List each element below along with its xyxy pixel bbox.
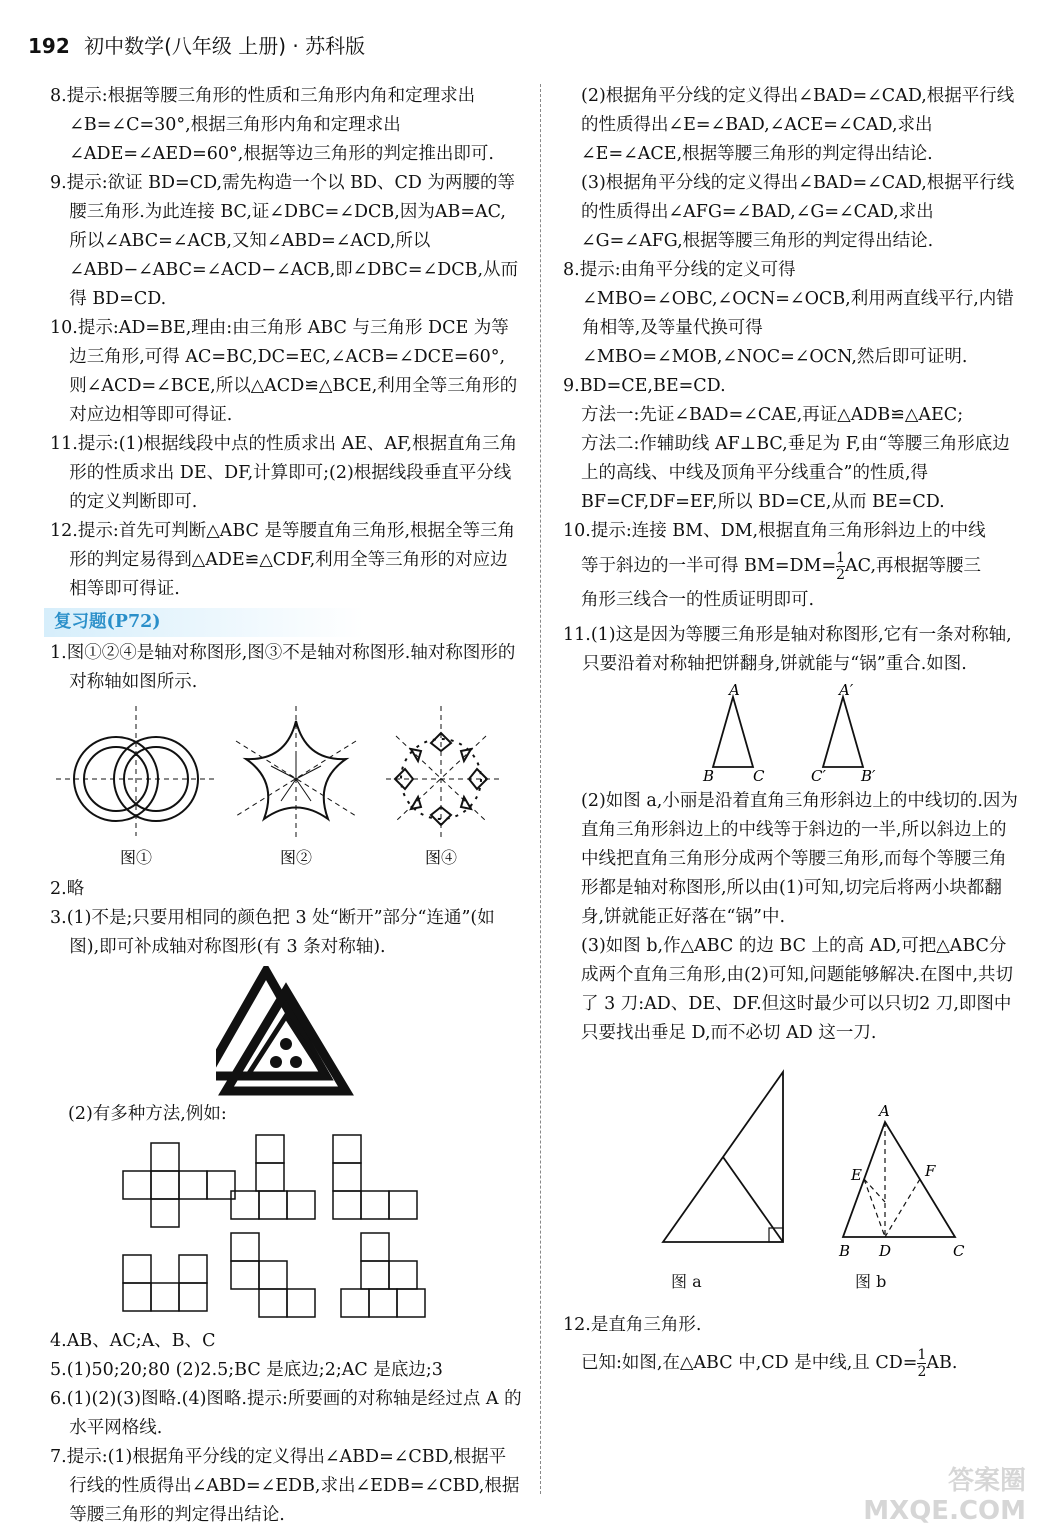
review-3: 3.(1)不是;只要用相同的颜色把 3 处“断开”部分“连通”(如图),即可补成轴对称图形(有 3 条对称轴).	[50, 908, 495, 957]
fig2-caption: 图②	[279, 848, 313, 867]
book-title: 初中数学(八年级 上册) · 苏科版	[84, 34, 366, 58]
label-A: A	[729, 683, 740, 699]
review-3-part2: (2)有多种方法,例如:	[68, 1104, 227, 1124]
answer-7-part3: (3)根据角平分线的定义得出∠BAD=∠CAD,根据平行线的性质得出∠AFG=∠BAD,∠G=∠CAD,求出∠G=∠AFG,根据等腰三角形的判定得出结论.	[581, 173, 1015, 251]
answer-12-text-b: AB.	[926, 1353, 958, 1373]
fraction-denominator: 2	[836, 567, 846, 583]
cube-nets	[121, 1133, 451, 1323]
review-section-title: 复习题(P72)	[44, 608, 364, 637]
column-divider	[540, 84, 541, 1494]
page-header	[28, 30, 365, 59]
fig-a-caption: 图 a	[671, 1272, 702, 1291]
figb-label-F: F	[925, 1162, 936, 1180]
rings-figure	[56, 706, 216, 836]
answer-10-line2	[563, 546, 1023, 586]
answer-11-right: 11.(1)这是因为等腰三角形是轴对称图形,它有一条对称轴,只要沿着对称轴把饼翻身,饼就能与“锅”重合.如图.	[563, 625, 1012, 674]
answer-10-text-b: AC,再根据等腰三	[845, 556, 982, 576]
triangle-logo	[216, 966, 356, 1096]
symmetry-figures	[56, 701, 516, 871]
answer-10: 10.提示:AD=BE,理由:由三角形 ABC 与三角形 DCE 为等边三角形,可得 AC=BC,DC=EC,∠ACB=∠DCE=60°,则∠ACD=∠BCE,所以△ACD≌△BCE,利用全等三角形的对应边相等即可得证.	[50, 318, 518, 425]
page-number: 192	[28, 34, 70, 58]
fraction-half	[836, 550, 845, 583]
fig1-caption: 图①	[119, 848, 153, 867]
answer-12-right: 12.是直角三角形.	[563, 1315, 702, 1335]
figb-label-B: B	[839, 1242, 851, 1260]
answer-10-right: 10.提示:连接 BM、DM,根据直角三角形斜边上的中线	[563, 521, 986, 541]
fraction-numerator-2: 1	[917, 1347, 927, 1363]
answer-10-text-a: 等于斜边的一半可得 BM=DM=	[581, 556, 837, 576]
right-column	[563, 82, 1023, 1386]
watermark-url: MXQE.COM	[863, 1496, 1026, 1526]
review-2: 2.略	[50, 879, 85, 899]
fraction-numerator: 1	[836, 550, 846, 566]
left-column	[50, 82, 522, 1530]
answer-12-given	[563, 1340, 1023, 1386]
figb-label-D: D	[879, 1242, 892, 1260]
answer-9: 9.提示:欲证 BD=CD,需先构造一个以 BD、CD 为两腰的等腰三角形.为此连接 BC,证∠DBC=∠DCB,因为AB=AC,所以∠ABC=∠ACB,又知∠ABD=∠ACD,所以∠ABD−∠ABC=∠ACD−∠ACB,即∠DBC=∠DCB,从而得 BD=CD.	[50, 173, 519, 309]
answer-10-line3: 角形三线合一的性质证明即可.	[581, 590, 815, 610]
fig-b-caption: 图 b	[855, 1272, 887, 1291]
answer-9-method1: 方法一:先证∠BAD=∠CAE,再证△ADB≌△AEC;	[581, 405, 964, 425]
figb-label-E: E	[851, 1166, 862, 1184]
watermark-logo: 答案圈	[947, 1466, 1026, 1496]
fraction-denominator-2: 2	[917, 1364, 927, 1380]
fig4-caption: 图④	[424, 848, 458, 867]
review-7: 7.提示:(1)根据角平分线的定义得出∠ABD=∠CBD,根据平行线的性质得出∠ABD=∠EDB,求出∠EDB=∠CBD,根据等腰三角形的判定得出结论.	[50, 1447, 520, 1525]
review-1: 1.图①②④是轴对称图形,图③不是轴对称图形.轴对称图形的对称轴如图所示.	[50, 643, 516, 692]
watermark	[863, 1466, 1026, 1526]
answer-8-right: 8.提示:由角平分线的定义可得∠MBO=∠OBC,∠OCN=∠OCB,利用两直线平行,内错角相等,及等量代换可得∠MBO=∠MOB,∠NOC=∠OCN,然后即可证明.	[563, 260, 1014, 367]
answer-12: 12.提示:首先可判断△ABC 是等腰直角三角形,根据全等三角形的判定易得到△ADE≌△CDF,利用全等三角形的对应边相等即可得证.	[50, 521, 516, 599]
answer-12-text-a: 已知:如图,在△ABC 中,CD 是中线,且 CD=	[581, 1353, 918, 1373]
figb-label-C: C	[953, 1242, 965, 1260]
answer-9-method2: 方法二:作辅助线 AF⊥BC,垂足为 F,由“等腰三角形底边上的高线、中线及顶角平分线重合”的性质,得BF=CF,DF=EF,所以 BD=CE,从而 BE=CD.	[581, 434, 1010, 512]
answer-8: 8.提示:根据等腰三角形的性质和三角形内角和定理求出∠B=∠C=30°,根据三角形内角和定理求出∠ADE=∠AED=60°,根据等边三角形的判定推出即可.	[50, 86, 494, 164]
answer-11: 11.提示:(1)根据线段中点的性质求出 AE、AF,根据直角三角形的性质求出 DE、DF,计算即可;(2)根据线段垂直平分线的定义判断即可.	[50, 434, 518, 512]
review-5: 5.(1)50;20;80 (2)2.5;BC 是底边;2;AC 是底边;3	[50, 1360, 443, 1380]
review-4: 4.AB、AC;A、B、C	[50, 1331, 216, 1351]
flip-triangles	[693, 683, 893, 783]
star-figure	[236, 706, 356, 841]
label-B: B	[703, 767, 715, 783]
cut-diagrams	[593, 1052, 993, 1267]
review-6: 6.(1)(2)(3)图略.(4)图略.提示:所要画的对称轴是经过点 A 的水平网格线.	[50, 1389, 522, 1438]
answer-7-part2: (2)根据角平分线的定义得出∠BAD=∠CAD,根据平行线的性质得出∠E=∠BAD,∠ACE=∠CAD,求出∠E=∠ACE,根据等腰三角形的判定得出结论.	[581, 86, 1015, 164]
answer-11-part3: (3)如图 b,作△ABC 的边 BC 上的高 AD,可把△ABC分成两个直角三角形,由(2)可知,问题能够解决.在图中,共切了 3 刀:AD、DE、DF.但这时最少可以只切2 刀,即图中只要找出垂足 D,而不必切 AD 这一刀.	[581, 936, 1014, 1043]
label-C-prime: C′	[811, 767, 826, 783]
cut-diagram-captions	[563, 1267, 1023, 1291]
label-C: C	[753, 767, 765, 783]
label-A-prime: A′	[839, 683, 854, 699]
label-B-prime: B′	[861, 767, 876, 783]
answer-9-right: 9.BD=CE,BE=CD.	[563, 376, 726, 396]
answer-11-part2: (2)如图 a,小丽是沿着直角三角形斜边上的中线切的.因为直角三角形斜边上的中线等于斜边的一半,所以斜边上的中线把直角三角形分成两个等腰三角形,而每个等腰三角形都是轴对称图形,所以由(1)可知,切完后将两小块都翻身,饼就能正好落在“锅”中.	[581, 791, 1018, 927]
figb-label-A: A	[879, 1102, 890, 1120]
snowflake-figure	[386, 706, 501, 841]
